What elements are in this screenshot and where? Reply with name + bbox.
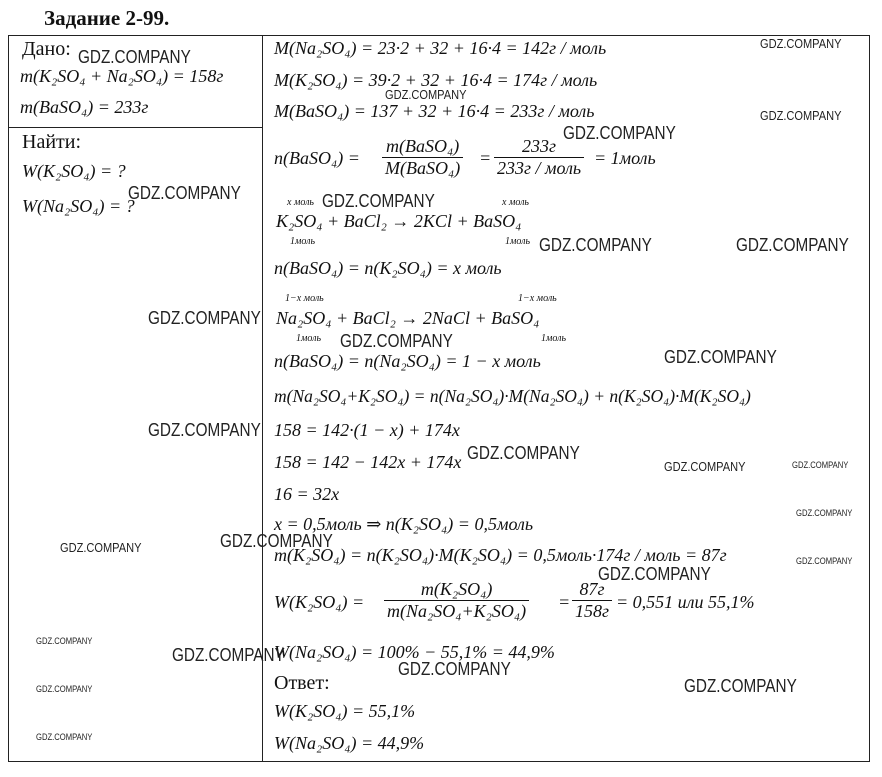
- watermark: GDZ.COMPANY: [598, 564, 711, 584]
- find-label: Найти:: [22, 131, 82, 153]
- answer-w-na2so4: W(Na₂SO₄) = 44,9%: [274, 733, 425, 753]
- given-label: Дано:: [22, 38, 71, 60]
- equation-step-1: 158 = 142·(1 − x) + 174x: [274, 420, 460, 440]
- reaction2-coef-bottom-right: 1моль: [541, 333, 567, 344]
- x-value: x = 0,5моль ⇒ n(K₂SO₄) = 0,5моль: [274, 514, 534, 534]
- reaction1-coef-top-left: x моль: [287, 197, 314, 208]
- watermark: GDZ.COMPANY: [36, 732, 93, 742]
- watermark: GDZ.COMPANY: [148, 420, 261, 440]
- reaction1-equation: K₂SO₄ + BaCl₂ → 2KCl + BaSO₄: [276, 211, 522, 231]
- fraction-numerator: m(BaSO₄): [382, 136, 463, 158]
- mass-balance-equation: m(Na₂SO₄+K₂SO₄) = n(Na₂SO₄)·M(Na₂SO₄) + n(K₂SO₄)·M(K₂SO₄): [274, 386, 751, 406]
- watermark: GDZ.COMPANY: [60, 540, 142, 555]
- reaction1-coef-bottom-right: 1моль: [505, 236, 531, 247]
- mass-k2so4: m(K₂SO₄) = n(K₂SO₄)·M(K₂SO₄) = 0,5моль·174г / моль = 87г: [274, 545, 727, 565]
- n-baso4-label: n(BaSO₄) =: [274, 148, 360, 168]
- equation-step-3: 16 = 32x: [274, 484, 340, 504]
- reaction2-coef-top-left: 1−x моль: [285, 293, 324, 304]
- watermark: GDZ.COMPANY: [736, 235, 849, 255]
- equals-sign: =: [479, 148, 492, 168]
- watermark: GDZ.COMPANY: [792, 460, 849, 470]
- watermark: GDZ.COMPANY: [796, 508, 853, 518]
- watermark: GDZ.COMPANY: [563, 123, 676, 143]
- reaction1-coef-top-right: x моль: [502, 197, 529, 208]
- answer-w-k2so4: W(K₂SO₄) = 55,1%: [274, 701, 416, 721]
- fraction-numerator: 233г: [494, 136, 584, 158]
- given-mass-baso4: m(BaSO₄) = 233г: [20, 97, 149, 117]
- find-w-na2so4: W(Na₂SO₄) = ?: [22, 196, 135, 216]
- fraction-numerator: m(K₂SO₄): [384, 579, 529, 601]
- watermark: GDZ.COMPANY: [78, 47, 191, 67]
- watermark: GDZ.COMPANY: [760, 108, 842, 123]
- given-divider: [8, 127, 263, 128]
- fraction-numerator: 87г: [572, 579, 612, 601]
- w-k2so4-fraction-numeric: [572, 579, 612, 622]
- watermark: GDZ.COMPANY: [664, 459, 746, 474]
- watermark: GDZ.COMPANY: [128, 183, 241, 203]
- n-na2so4-equals-1-minus-x: n(BaSO₄) = n(Na₂SO₄) = 1 − x моль: [274, 351, 541, 371]
- given-mass-mixture: m(K₂SO₄ + Na₂SO₄) = 158г: [20, 66, 224, 86]
- watermark: GDZ.COMPANY: [539, 235, 652, 255]
- fraction-denominator: 233г / моль: [497, 158, 582, 178]
- watermark: GDZ.COMPANY: [172, 645, 285, 665]
- fraction-denominator: 158г: [575, 601, 610, 621]
- w-k2so4-label: W(K₂SO₄) =: [274, 592, 365, 612]
- watermark: GDZ.COMPANY: [220, 531, 333, 551]
- fraction-denominator: M(BaSO₄): [385, 158, 461, 178]
- watermark: GDZ.COMPANY: [664, 347, 777, 367]
- equation-step-2: 158 = 142 − 142x + 174x: [274, 452, 462, 472]
- watermark: GDZ.COMPANY: [385, 87, 467, 102]
- w-na2so4-result: W(Na₂SO₄) = 100% − 55,1% = 44,9%: [274, 642, 555, 662]
- molar-mass-na2so4: M(Na₂SO₄) = 23·2 + 32 + 16·4 = 142г / моль: [274, 38, 607, 58]
- watermark: GDZ.COMPANY: [796, 556, 853, 566]
- watermark: GDZ.COMPANY: [760, 36, 842, 51]
- w-k2so4-result: = 0,551 или 55,1%: [616, 592, 755, 612]
- watermark: GDZ.COMPANY: [148, 308, 261, 328]
- find-w-k2so4: W(K₂SO₄) = ?: [22, 161, 126, 181]
- answer-label: Ответ:: [274, 672, 330, 694]
- watermark: GDZ.COMPANY: [322, 191, 435, 211]
- reaction2-coef-bottom-left: 1моль: [296, 333, 322, 344]
- task-title: Задание 2-99.: [44, 6, 170, 30]
- watermark: GDZ.COMPANY: [36, 684, 93, 694]
- watermark: GDZ.COMPANY: [340, 331, 453, 351]
- molar-mass-k2so4: M(K₂SO₄) = 39·2 + 32 + 16·4 = 174г / моль: [274, 70, 598, 90]
- fraction-denominator: m(Na₂SO₄+K₂SO₄): [387, 601, 527, 621]
- watermark: GDZ.COMPANY: [467, 443, 580, 463]
- molar-mass-baso4: M(BaSO₄) = 137 + 32 + 16·4 = 233г / моль: [274, 101, 595, 121]
- n-baso4-result: = 1моль: [594, 148, 656, 168]
- n-k2so4-equals-x: n(BaSO₄) = n(K₂SO₄) = x моль: [274, 258, 502, 278]
- reaction1-coef-bottom-left: 1моль: [290, 236, 316, 247]
- watermark: GDZ.COMPANY: [398, 659, 511, 679]
- watermark: GDZ.COMPANY: [36, 636, 93, 646]
- equals-sign: =: [558, 592, 571, 612]
- n-baso4-fraction-symbolic: [382, 136, 463, 179]
- watermark: GDZ.COMPANY: [684, 676, 797, 696]
- w-k2so4-fraction-symbolic: [384, 579, 529, 622]
- reaction2-coef-top-right: 1−x моль: [518, 293, 557, 304]
- reaction2-equation: Na₂SO₄ + BaCl₂ → 2NaCl + BaSO₄: [276, 308, 540, 328]
